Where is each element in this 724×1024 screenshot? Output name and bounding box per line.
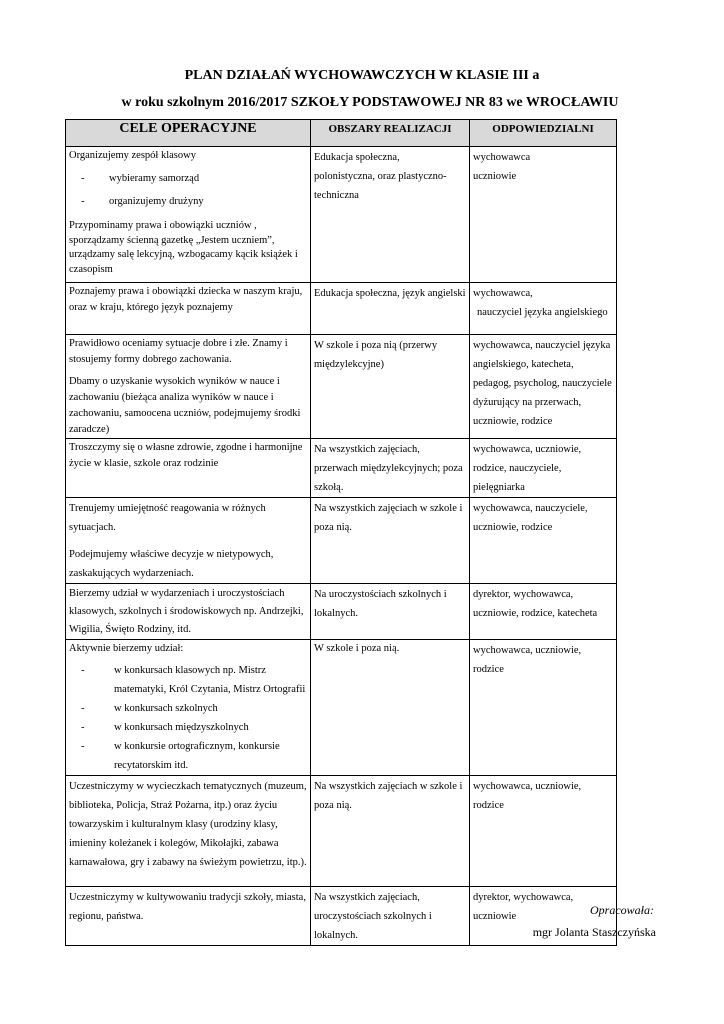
areas-cell: Na wszystkich zajęciach, przerwach międzylekcyjnych; poza szkołą. — [311, 439, 470, 498]
header-responsible: ODPOWIEDZIALNI — [470, 120, 617, 147]
table-row — [66, 439, 617, 498]
goals-cell: Aktywnie bierzemy udział: - w konkursach klasowych np. Mistrz matematyki, Król Czytania, Mistrz Ortografii - w konkursach szkolnych - w konkursach międzyszkolnych - w konkursie ortograficznym, konkursie recytatorskim itd. — [66, 640, 311, 776]
list-item: - w konkursach międzyszkolnych — [81, 722, 249, 733]
table-row — [66, 283, 617, 335]
signature-label: Opracowała: — [590, 903, 654, 917]
header-areas: OBSZARY REALIZACJI — [311, 120, 470, 147]
goals-cell: Uczestniczymy w kultywowaniu tradycji szkoły, miasta, regionu, państwa. — [66, 887, 311, 946]
signature-name: mgr Jolanta Staszczyńska — [532, 925, 656, 939]
table-row — [66, 776, 617, 887]
responsible-cell: wychowawca, uczniowie, rodzice — [470, 640, 617, 776]
list-item: - w konkursach szkolnych — [81, 703, 218, 714]
responsible-cell: wychowawca uczniowie — [470, 147, 617, 283]
goal-text: Organizujemy zespół klasowy — [69, 150, 196, 161]
header-goals: CELE OPERACYJNE — [66, 120, 311, 147]
goals-cell: Uczestniczymy w wycieczkach tematycznych (muzeum, biblioteka, Policja, Straż Pożarna, itp.) oraz życiu towarzyskim i kulturalnym klasy (urodziny klasy, imieniny koleżanek i kolegów, Mikołajki, zabawa karnawałowa, gry i zabawy na świeżym powietrzu, itp.). — [66, 776, 311, 887]
table-row — [66, 584, 617, 640]
table-row — [66, 640, 617, 776]
areas-cell: Na wszystkich zajęciach w szkole i poza nią. — [311, 498, 470, 584]
list-item: - w konkursie ortograficznym, konkursie recytatorskim itd. — [81, 741, 280, 771]
goals-cell — [66, 147, 311, 283]
responsible-cell: wychowawca, uczniowie, rodzice, nauczyciele, pielęgniarka — [470, 439, 617, 498]
responsible-cell: dyrektor, wychowawca, uczniowie, rodzice, katecheta — [470, 584, 617, 640]
responsible-cell: wychowawca, nauczyciel języka angielskiego — [470, 283, 617, 335]
areas-cell: W szkole i poza nią. — [311, 640, 470, 776]
list-item: - w konkursach klasowych np. Mistrz matematyki, Król Czytania, Mistrz Ortografii — [81, 665, 306, 695]
responsible-cell: wychowawca, uczniowie, rodzice — [470, 776, 617, 887]
document-title: PLAN DZIAŁAŃ WYCHOWAWCZYCH W KLASIE III a — [184, 68, 540, 83]
table-row — [66, 147, 617, 283]
table-row — [66, 498, 617, 584]
document-subtitle: w roku szkolnym 2016/2017 SZKOŁY PODSTAWOWEJ NR 83 we WROCŁAWIU — [121, 95, 619, 110]
areas-cell: Na wszystkich zajęciach w szkole i poza nią. — [311, 776, 470, 887]
areas-cell: Na wszystkich zajęciach, uroczystościach szkolnych i lokalnych. — [311, 887, 470, 946]
goals-cell: Trenujemy umiejętność reagowania w różnych sytuacjach. Podejmujemy właściwe decyzje w nietypowych, zaskakujących wydarzeniach. — [66, 498, 311, 584]
goals-cell: Prawidłowo oceniamy sytuacje dobre i złe. Znamy i stosujemy formy dobrego zachowania. Dbamy o uzyskanie wysokich wyników w nauce i zachowaniu (bieżąca analiza wyników w nauce i zachowaniu, samoocena uczniów, podejmujemy środki zaradcze) — [66, 335, 311, 439]
goals-cell: Troszczymy się o własne zdrowie, zgodne i harmonijne życie w klasie, szkole oraz rodzinie — [66, 439, 311, 498]
areas-cell: Edukacja społeczna, polonistyczna, oraz plastyczno-techniczna — [311, 147, 470, 283]
areas-cell: Edukacja społeczna, język angielski — [311, 283, 470, 335]
list-item: - organizujemy drużyny — [81, 196, 204, 207]
areas-cell: W szkole i poza nią (przerwy międzylekcyjne) — [311, 335, 470, 439]
responsible-cell: wychowawca, nauczyciel języka angielskiego, katecheta, pedagog, psycholog, nauczyciele dyżurujący na przerwach, uczniowie, rodzice — [470, 335, 617, 439]
areas-cell: Na uroczystościach szkolnych i lokalnych. — [311, 584, 470, 640]
plan-table — [65, 119, 617, 946]
responsible-cell: dyrektor, wychowawca, uczniowie — [470, 887, 617, 946]
goals-cell: Poznajemy prawa i obowiązki dziecka w naszym kraju, oraz w kraju, którego język poznajemy — [66, 283, 311, 335]
responsible-cell: wychowawca, nauczyciele, uczniowie, rodzice — [470, 498, 617, 584]
goal-text: Przypominamy prawa i obowiązki uczniów , sporządzamy ścienną gazetkę „Jestem uczniem”, urządzamy salę lekcyjną, wzbogacamy kącik książek i czasopism — [69, 220, 298, 275]
goals-cell: Bierzemy udział w wydarzeniach i uroczystościach klasowych, szkolnych i środowiskowych np. Andrzejki, Wigilia, Święto Rodziny, itd. — [66, 584, 311, 640]
table-row — [66, 335, 617, 439]
table-header-row — [66, 120, 617, 147]
list-item: - wybieramy samorząd — [81, 173, 200, 184]
